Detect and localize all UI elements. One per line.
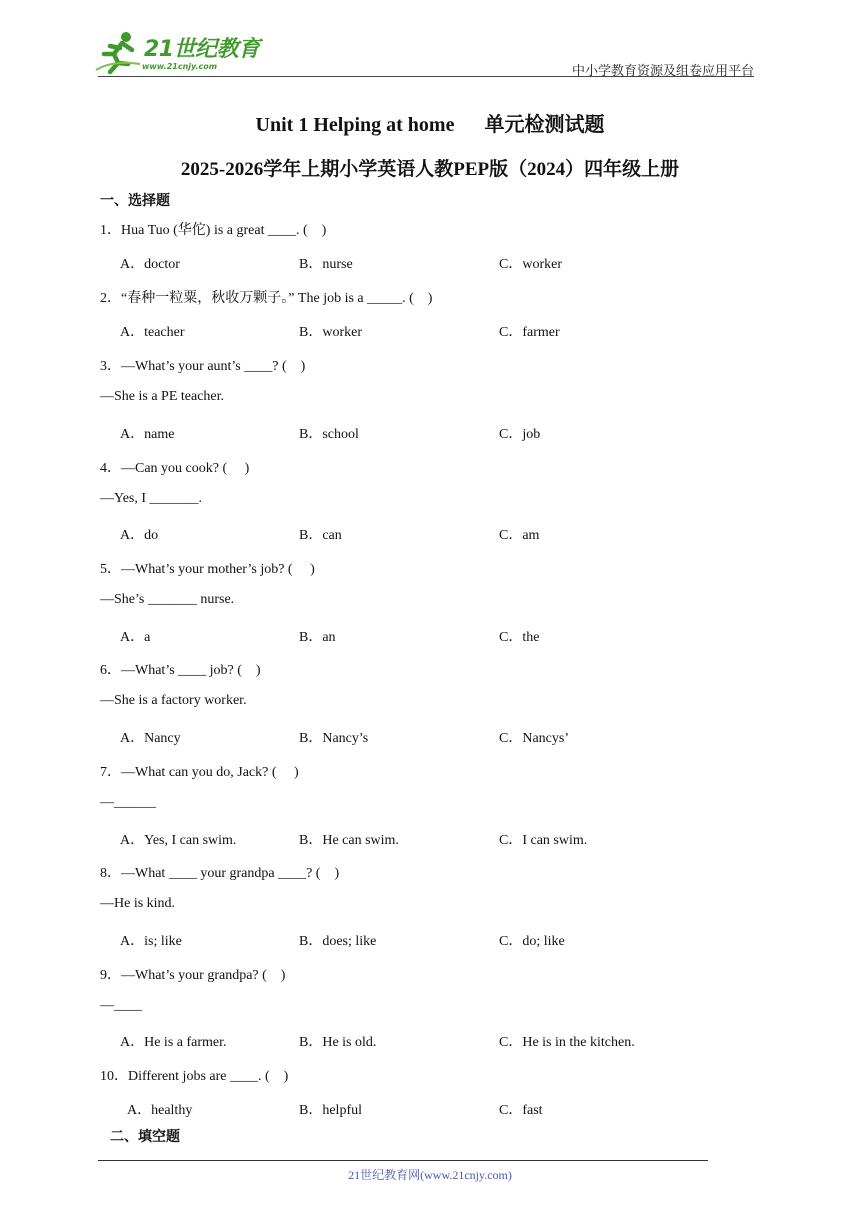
dialogue-response: —____: [100, 998, 142, 1013]
question-5: 5．—What’s your mother’s job? ( ): [100, 562, 315, 577]
question-1: 1．Hua Tuo (华佗) is a great ____. ( ): [100, 223, 327, 238]
option-a[interactable]: A．is; like: [120, 934, 182, 949]
option-c[interactable]: C．I can swim.: [499, 833, 588, 848]
section-heading-fill: 二、填空题: [110, 1129, 180, 1145]
header-divider: [98, 76, 754, 77]
option-b[interactable]: B．worker: [299, 325, 362, 340]
option-b[interactable]: B．an: [299, 630, 336, 645]
logo: [92, 30, 262, 78]
page-title: [0, 108, 860, 137]
page-subtitle: 2025-2026学年上期小学英语人教PEP版（2024）四年级上册: [180, 159, 680, 180]
footer-divider: [98, 1160, 708, 1161]
option-c[interactable]: C．Nancys’: [499, 731, 569, 746]
question-7: 7．—What can you do, Jack? ( ): [100, 765, 299, 780]
runner-icon: [92, 30, 144, 76]
option-c[interactable]: C．fast: [499, 1103, 543, 1118]
option-a[interactable]: A．He is a farmer.: [120, 1035, 227, 1050]
question-9: 9．—What’s your grandpa? ( ): [100, 968, 286, 983]
page-header: [0, 0, 860, 82]
title-english: Unit 1 Helping at home: [255, 114, 455, 136]
option-b[interactable]: B．helpful: [299, 1103, 362, 1118]
option-a[interactable]: A．Yes, I can swim.: [120, 833, 237, 848]
title-chinese: 单元检测试题: [484, 114, 605, 136]
dialogue-response: —Yes, I _______.: [100, 491, 203, 506]
question-6: 6．—What’s ____ job? ( ): [100, 663, 261, 678]
option-c[interactable]: C．farmer: [499, 325, 560, 340]
dialogue-response: —______: [100, 795, 156, 810]
logo-text: 21世纪教育: [144, 37, 260, 62]
dialogue-response: —He is kind.: [100, 896, 176, 911]
option-c[interactable]: C．the: [499, 630, 540, 645]
option-b[interactable]: B．Nancy’s: [299, 731, 369, 746]
question-8: 8．—What ____ your grandpa ____? ( ): [100, 866, 340, 881]
option-b[interactable]: B．nurse: [299, 257, 353, 272]
option-b[interactable]: B．does; like: [299, 934, 377, 949]
dialogue-response: —She is a factory worker.: [100, 693, 247, 708]
option-c[interactable]: C．am: [499, 528, 540, 543]
option-b[interactable]: B．He is old.: [299, 1035, 377, 1050]
option-c[interactable]: C．He is in the kitchen.: [499, 1035, 635, 1050]
question-3: 3．—What’s your aunt’s ____? ( ): [100, 359, 306, 374]
option-b[interactable]: B．He can swim.: [299, 833, 399, 848]
question-2: 2．“春种一粒粟，秋收万颗子。” The job is a _____. ( ): [100, 291, 433, 306]
question-4: 4．—Can you cook? ( ): [100, 461, 250, 476]
option-b[interactable]: B．school: [299, 427, 359, 442]
dialogue-response: —She is a PE teacher.: [100, 389, 225, 404]
option-c[interactable]: C．job: [499, 427, 541, 442]
option-b[interactable]: B．can: [299, 528, 342, 543]
option-a[interactable]: A．teacher: [120, 325, 185, 340]
option-a[interactable]: A．doctor: [120, 257, 180, 272]
option-a[interactable]: A．healthy: [127, 1103, 193, 1118]
header-platform-text: 中小学教育资源及组卷应用平台: [571, 64, 754, 79]
dialogue-response: —She’s _______ nurse.: [100, 592, 235, 607]
page-footer: 21世纪教育网(www.21cnjy.com): [348, 1168, 512, 1182]
option-a[interactable]: A．do: [120, 528, 159, 543]
logo-url: www.21cnjy.com: [142, 62, 218, 71]
option-a[interactable]: A．Nancy: [120, 731, 181, 746]
option-a[interactable]: A．name: [120, 427, 175, 442]
option-a[interactable]: A．a: [120, 630, 151, 645]
option-c[interactable]: C．worker: [499, 257, 562, 272]
section-heading-choice: 一、选择题: [100, 193, 170, 209]
option-c[interactable]: C．do; like: [499, 934, 565, 949]
question-10: 10．Different jobs are ____. ( ): [100, 1069, 289, 1084]
